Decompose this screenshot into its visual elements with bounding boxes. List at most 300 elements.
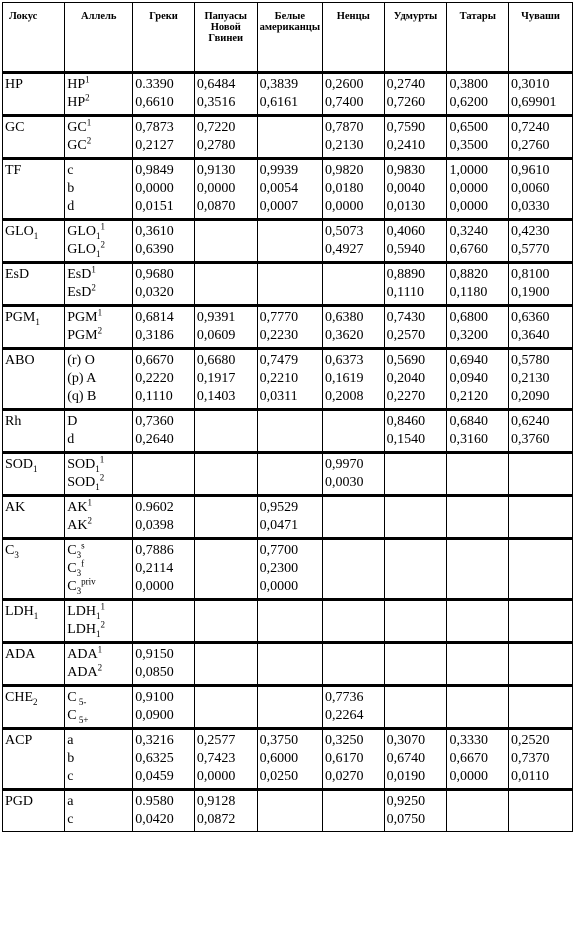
locus-cell bbox=[3, 539, 65, 600]
frequency-value bbox=[511, 793, 570, 811]
allele-label bbox=[67, 732, 130, 750]
frequency-value bbox=[449, 621, 506, 639]
frequency-value bbox=[325, 517, 382, 535]
frequency-cell bbox=[194, 263, 257, 306]
frequency-value bbox=[325, 578, 382, 596]
locus-cell bbox=[3, 453, 65, 496]
allele-base: PGM bbox=[67, 310, 98, 325]
allele-label bbox=[67, 413, 130, 431]
frequency-value: 0,9939 bbox=[259, 163, 299, 178]
frequency-value: 0,9100 bbox=[135, 690, 174, 705]
frequency-cell bbox=[323, 73, 385, 116]
locus-cell bbox=[3, 686, 65, 729]
frequency-value bbox=[511, 517, 570, 535]
frequency-value: 0,0872 bbox=[196, 812, 236, 827]
allele-label bbox=[67, 94, 130, 112]
allele-label bbox=[67, 327, 130, 345]
allele-base: LDH bbox=[67, 604, 97, 619]
allele-superscript: 2 bbox=[86, 135, 92, 146]
frequency-value: 0,2230 bbox=[259, 328, 299, 343]
frequency-value: 0,3500 bbox=[449, 138, 488, 153]
frequency-value: 0,1180 bbox=[449, 285, 488, 300]
frequency-cell bbox=[323, 349, 385, 410]
allele-base: HP bbox=[67, 95, 86, 110]
table-body bbox=[3, 73, 573, 832]
allele-subscript: 3 bbox=[76, 549, 82, 560]
frequency-value: 0,0471 bbox=[259, 518, 299, 533]
frequency-value: 0,0180 bbox=[325, 181, 364, 196]
header-locus: Локус bbox=[3, 3, 65, 73]
frequency-cell bbox=[133, 73, 195, 116]
allele-base: D bbox=[67, 414, 78, 429]
frequency-cell bbox=[323, 453, 385, 496]
allele-label bbox=[67, 76, 130, 94]
locus-name: ADA bbox=[5, 647, 36, 662]
allele-cell bbox=[65, 116, 133, 159]
frequency-cell bbox=[194, 410, 257, 453]
frequency-value: 0,0311 bbox=[259, 389, 298, 404]
table-row bbox=[3, 453, 573, 496]
frequency-cell bbox=[133, 453, 195, 496]
frequency-value: 0,4230 bbox=[511, 224, 550, 239]
frequency-value: 0,4060 bbox=[386, 224, 426, 239]
frequency-value: 0,7736 bbox=[325, 690, 364, 705]
frequency-cell bbox=[133, 600, 195, 643]
frequency-cell bbox=[323, 116, 385, 159]
frequency-value bbox=[449, 603, 506, 621]
frequency-cell bbox=[257, 496, 322, 539]
frequency-value bbox=[387, 560, 445, 578]
frequency-value: 0,3216 bbox=[135, 733, 174, 748]
frequency-value bbox=[511, 560, 570, 578]
frequency-value: 0,8890 bbox=[386, 267, 426, 282]
frequency-value: 0,7590 bbox=[386, 120, 426, 135]
frequency-value bbox=[511, 499, 570, 517]
frequency-value: 0,3760 bbox=[511, 432, 550, 447]
frequency-value bbox=[511, 811, 570, 829]
allele-base: AK bbox=[67, 518, 88, 533]
frequency-value: 0,3240 bbox=[449, 224, 488, 239]
frequency-value: 0,6380 bbox=[325, 310, 364, 325]
frequency-cell bbox=[194, 643, 257, 686]
allele-subscript: 3 bbox=[76, 567, 82, 578]
frequency-cell bbox=[447, 263, 509, 306]
frequency-cell bbox=[323, 220, 385, 263]
locus-cell bbox=[3, 220, 65, 263]
frequency-value bbox=[511, 689, 570, 707]
frequency-value bbox=[260, 646, 320, 664]
frequency-value bbox=[197, 456, 255, 474]
frequency-value bbox=[197, 646, 255, 664]
table-row bbox=[3, 306, 573, 349]
frequency-value bbox=[197, 603, 255, 621]
frequency-value bbox=[260, 603, 320, 621]
frequency-cell bbox=[257, 686, 322, 729]
frequency-cell bbox=[323, 790, 385, 832]
frequency-value bbox=[449, 517, 506, 535]
locus-subscript: 1 bbox=[33, 230, 39, 241]
allele-superscript: 1 bbox=[99, 454, 105, 465]
allele-superscript: 2 bbox=[100, 239, 106, 250]
frequency-cell bbox=[447, 539, 509, 600]
allele-base: ADA bbox=[67, 647, 98, 662]
allele-cell bbox=[65, 410, 133, 453]
frequency-value: 0,6940 bbox=[449, 353, 488, 368]
allele-base: c bbox=[67, 812, 74, 827]
header-chuvash: Чуваши bbox=[509, 3, 573, 73]
frequency-value: 0,2640 bbox=[135, 432, 174, 447]
frequency-value: 0,6680 bbox=[196, 353, 236, 368]
frequency-value: 0,0000 bbox=[135, 181, 174, 196]
frequency-value bbox=[197, 284, 255, 302]
allele-label bbox=[67, 431, 130, 449]
header-allele: Аллель bbox=[65, 3, 133, 73]
frequency-cell bbox=[133, 539, 195, 600]
allele-label bbox=[67, 241, 130, 259]
allele-base: (p) A bbox=[67, 371, 97, 386]
frequency-value bbox=[135, 603, 192, 621]
frequency-cell bbox=[509, 263, 573, 306]
locus-name: ABO bbox=[5, 353, 35, 368]
frequency-cell bbox=[447, 643, 509, 686]
frequency-value bbox=[325, 646, 382, 664]
allele-superscript: priv bbox=[81, 576, 96, 587]
frequency-cell bbox=[133, 306, 195, 349]
allele-base: EsD bbox=[67, 267, 92, 282]
frequency-value: 0,3620 bbox=[325, 328, 364, 343]
frequency-value: 0,0060 bbox=[511, 181, 550, 196]
frequency-value: 0,3200 bbox=[449, 328, 488, 343]
frequency-cell bbox=[447, 116, 509, 159]
locus-cell bbox=[3, 263, 65, 306]
header-row bbox=[3, 3, 573, 73]
allele-cell bbox=[65, 159, 133, 220]
allele-label bbox=[67, 137, 130, 155]
allele-label bbox=[67, 499, 130, 517]
frequency-cell bbox=[323, 263, 385, 306]
frequency-cell bbox=[133, 220, 195, 263]
allele-frequency-table bbox=[2, 2, 573, 832]
frequency-value: 0,6390 bbox=[135, 242, 174, 257]
allele-label bbox=[67, 284, 130, 302]
allele-base: GLO bbox=[67, 224, 97, 239]
allele-label bbox=[67, 309, 130, 327]
frequency-value: 0,0000 bbox=[135, 579, 174, 594]
frequency-value: 0,2300 bbox=[259, 561, 299, 576]
frequency-value bbox=[197, 413, 255, 431]
frequency-cell bbox=[133, 686, 195, 729]
frequency-value bbox=[387, 689, 445, 707]
frequency-value: 0,6814 bbox=[135, 310, 174, 325]
frequency-value bbox=[260, 689, 320, 707]
frequency-cell bbox=[194, 600, 257, 643]
allele-base: AK bbox=[67, 500, 88, 515]
frequency-value: 0,1540 bbox=[386, 432, 426, 447]
table-row bbox=[3, 73, 573, 116]
frequency-value: 0,2008 bbox=[325, 389, 364, 404]
allele-subscript: 1 bbox=[96, 610, 101, 621]
frequency-value bbox=[511, 664, 570, 682]
table-row bbox=[3, 410, 573, 453]
frequency-cell bbox=[447, 686, 509, 729]
locus-subscript: 1 bbox=[33, 463, 38, 474]
frequency-value: 0,7430 bbox=[386, 310, 426, 325]
frequency-value: 0,0151 bbox=[135, 199, 174, 214]
frequency-value: 0,1900 bbox=[511, 285, 550, 300]
frequency-value: 0,4927 bbox=[325, 242, 364, 257]
frequency-value: 0,3516 bbox=[196, 95, 236, 110]
frequency-value bbox=[197, 499, 255, 517]
frequency-value bbox=[511, 456, 570, 474]
frequency-value bbox=[511, 578, 570, 596]
frequency-value bbox=[449, 793, 506, 811]
frequency-value bbox=[387, 474, 445, 492]
frequency-value bbox=[387, 456, 445, 474]
allele-superscript: 2 bbox=[91, 282, 96, 293]
frequency-value: 0,6610 bbox=[135, 95, 174, 110]
allele-cell bbox=[65, 686, 133, 729]
frequency-cell bbox=[194, 306, 257, 349]
frequency-cell bbox=[447, 410, 509, 453]
frequency-cell bbox=[384, 600, 447, 643]
allele-base: PGM bbox=[67, 328, 98, 343]
frequency-cell bbox=[194, 159, 257, 220]
frequency-cell bbox=[257, 73, 322, 116]
allele-label bbox=[67, 266, 130, 284]
frequency-value: 0,3640 bbox=[511, 328, 550, 343]
frequency-value: 0,0007 bbox=[259, 199, 299, 214]
frequency-cell bbox=[133, 790, 195, 832]
frequency-cell bbox=[509, 410, 573, 453]
frequency-value bbox=[197, 621, 255, 639]
frequency-cell bbox=[509, 349, 573, 410]
frequency-cell bbox=[133, 263, 195, 306]
frequency-cell bbox=[447, 729, 509, 790]
frequency-cell bbox=[257, 349, 322, 410]
allele-subscript: 1 bbox=[96, 248, 101, 259]
frequency-cell bbox=[323, 410, 385, 453]
frequency-value: 0,0870 bbox=[196, 199, 236, 214]
frequency-cell bbox=[509, 643, 573, 686]
locus-name: C bbox=[5, 543, 15, 558]
frequency-value: 0,1619 bbox=[325, 371, 364, 386]
allele-superscript: f bbox=[81, 558, 85, 569]
frequency-cell bbox=[194, 790, 257, 832]
locus-cell bbox=[3, 116, 65, 159]
frequency-value: 0,9130 bbox=[196, 163, 236, 178]
frequency-value bbox=[511, 621, 570, 639]
frequency-value bbox=[387, 603, 445, 621]
frequency-value: 0,6670 bbox=[135, 353, 174, 368]
allele-label bbox=[67, 198, 130, 216]
locus-subscript: 3 bbox=[14, 549, 19, 560]
frequency-cell bbox=[384, 643, 447, 686]
frequency-value: 0,8100 bbox=[511, 267, 550, 282]
frequency-cell bbox=[509, 686, 573, 729]
frequency-value bbox=[387, 664, 445, 682]
frequency-value bbox=[260, 241, 320, 259]
allele-label bbox=[67, 750, 130, 768]
frequency-value bbox=[197, 689, 255, 707]
frequency-value: 0,7770 bbox=[259, 310, 299, 325]
frequency-value bbox=[197, 578, 255, 596]
frequency-cell bbox=[194, 496, 257, 539]
table-row bbox=[3, 263, 573, 306]
header-greeks: Греки bbox=[133, 3, 195, 73]
frequency-value bbox=[260, 793, 320, 811]
frequency-value bbox=[197, 431, 255, 449]
frequency-value: 0,0130 bbox=[386, 199, 426, 214]
frequency-value bbox=[449, 707, 506, 725]
table-row bbox=[3, 159, 573, 220]
frequency-value bbox=[325, 621, 382, 639]
frequency-cell bbox=[509, 306, 573, 349]
allele-base: SOD bbox=[67, 475, 96, 490]
frequency-cell bbox=[323, 729, 385, 790]
table-row bbox=[3, 790, 573, 832]
frequency-cell bbox=[133, 159, 195, 220]
frequency-cell bbox=[133, 349, 195, 410]
frequency-cell bbox=[323, 306, 385, 349]
allele-base: c bbox=[67, 769, 74, 784]
frequency-value: 0,7479 bbox=[259, 353, 299, 368]
frequency-cell bbox=[257, 539, 322, 600]
locus-name: Rh bbox=[5, 414, 22, 429]
frequency-value: 0,2520 bbox=[511, 733, 550, 748]
frequency-cell bbox=[384, 729, 447, 790]
frequency-value: 0,9529 bbox=[259, 500, 299, 515]
frequency-cell bbox=[323, 159, 385, 220]
frequency-value: 0,6000 bbox=[259, 751, 299, 766]
frequency-cell bbox=[384, 453, 447, 496]
frequency-cell bbox=[509, 496, 573, 539]
frequency-cell bbox=[509, 159, 573, 220]
frequency-value: 0,0609 bbox=[196, 328, 236, 343]
allele-subscript: 3 bbox=[76, 585, 82, 596]
frequency-value: 0,6840 bbox=[449, 414, 488, 429]
allele-label bbox=[67, 162, 130, 180]
frequency-value: 0,6670 bbox=[449, 751, 488, 766]
frequency-value: 0,7260 bbox=[386, 95, 426, 110]
frequency-cell bbox=[384, 116, 447, 159]
locus-subscript: 1 bbox=[33, 610, 39, 621]
allele-label bbox=[67, 793, 130, 811]
allele-superscript: 1 bbox=[100, 601, 106, 612]
frequency-cell bbox=[323, 643, 385, 686]
allele-base: c bbox=[67, 163, 74, 178]
locus-cell bbox=[3, 790, 65, 832]
frequency-value: 0,3800 bbox=[449, 77, 488, 92]
frequency-cell bbox=[447, 73, 509, 116]
locus-name: PGD bbox=[5, 794, 34, 809]
allele-cell bbox=[65, 643, 133, 686]
header-nenets: Ненцы bbox=[323, 3, 385, 73]
allele-label bbox=[67, 689, 130, 707]
frequency-value: 0,7873 bbox=[135, 120, 174, 135]
frequency-value bbox=[325, 266, 382, 284]
frequency-value: 0,2600 bbox=[325, 77, 364, 92]
frequency-value bbox=[197, 542, 255, 560]
frequency-cell bbox=[257, 263, 322, 306]
allele-label bbox=[67, 621, 130, 639]
frequency-cell bbox=[447, 600, 509, 643]
frequency-value: 0,9250 bbox=[386, 794, 426, 809]
locus-subscript: 1 bbox=[35, 316, 40, 327]
frequency-value bbox=[197, 560, 255, 578]
allele-base: EsD bbox=[67, 285, 92, 300]
frequency-value: 0,2090 bbox=[511, 389, 550, 404]
frequency-value bbox=[135, 456, 192, 474]
frequency-value bbox=[325, 284, 382, 302]
allele-label bbox=[67, 119, 130, 137]
locus-cell bbox=[3, 306, 65, 349]
frequency-cell bbox=[323, 496, 385, 539]
allele-label bbox=[67, 370, 130, 388]
frequency-cell bbox=[447, 220, 509, 263]
frequency-cell bbox=[447, 306, 509, 349]
locus-name: TF bbox=[5, 163, 22, 178]
frequency-value: 0,0030 bbox=[325, 475, 364, 490]
frequency-value: 0,2760 bbox=[511, 138, 550, 153]
frequency-value: 0,0330 bbox=[511, 199, 550, 214]
frequency-cell bbox=[257, 790, 322, 832]
frequency-value: 0,3610 bbox=[135, 224, 174, 239]
frequency-value: 0,6484 bbox=[196, 77, 236, 92]
frequency-cell bbox=[509, 73, 573, 116]
frequency-value bbox=[325, 560, 382, 578]
locus-name: PGM bbox=[5, 310, 36, 325]
allele-base: b bbox=[67, 751, 75, 766]
frequency-value: 0,9830 bbox=[386, 163, 426, 178]
frequency-cell bbox=[194, 116, 257, 159]
frequency-value: 0,2740 bbox=[386, 77, 426, 92]
frequency-value: 0,2040 bbox=[386, 371, 426, 386]
allele-label bbox=[67, 768, 130, 786]
frequency-value: 0,9128 bbox=[196, 794, 236, 809]
frequency-value: 0,6500 bbox=[449, 120, 488, 135]
frequency-value: 0,7360 bbox=[135, 414, 174, 429]
frequency-value: 0.3390 bbox=[135, 77, 174, 92]
frequency-cell bbox=[133, 116, 195, 159]
frequency-value: 0,6760 bbox=[449, 242, 488, 257]
header-papuans: Папуасы Новой Гвинеи bbox=[194, 3, 257, 73]
frequency-value bbox=[260, 137, 320, 155]
allele-label bbox=[67, 603, 130, 621]
frequency-value: 0,6161 bbox=[259, 95, 299, 110]
frequency-cell bbox=[447, 159, 509, 220]
frequency-value: 0.9580 bbox=[135, 794, 174, 809]
table-row bbox=[3, 643, 573, 686]
frequency-value: 0,2577 bbox=[196, 733, 236, 748]
allele-base: GC bbox=[67, 138, 87, 153]
locus-name: AK bbox=[5, 500, 26, 515]
allele-superscript: 2 bbox=[85, 92, 90, 103]
frequency-value: 0,7700 bbox=[259, 543, 299, 558]
frequency-value: 0,6373 bbox=[325, 353, 364, 368]
locus-cell bbox=[3, 349, 65, 410]
allele-base: LDH bbox=[67, 622, 97, 637]
frequency-value: 0,7220 bbox=[196, 120, 236, 135]
locus-name: SOD bbox=[5, 457, 34, 472]
frequency-value: 0,1110 bbox=[135, 389, 173, 404]
frequency-value bbox=[387, 578, 445, 596]
frequency-value: 0,9680 bbox=[135, 267, 174, 282]
frequency-cell bbox=[257, 306, 322, 349]
allele-cell bbox=[65, 220, 133, 263]
frequency-cell bbox=[194, 539, 257, 600]
frequency-value bbox=[260, 621, 320, 639]
header-white-americans: Белые американцы bbox=[257, 3, 322, 73]
